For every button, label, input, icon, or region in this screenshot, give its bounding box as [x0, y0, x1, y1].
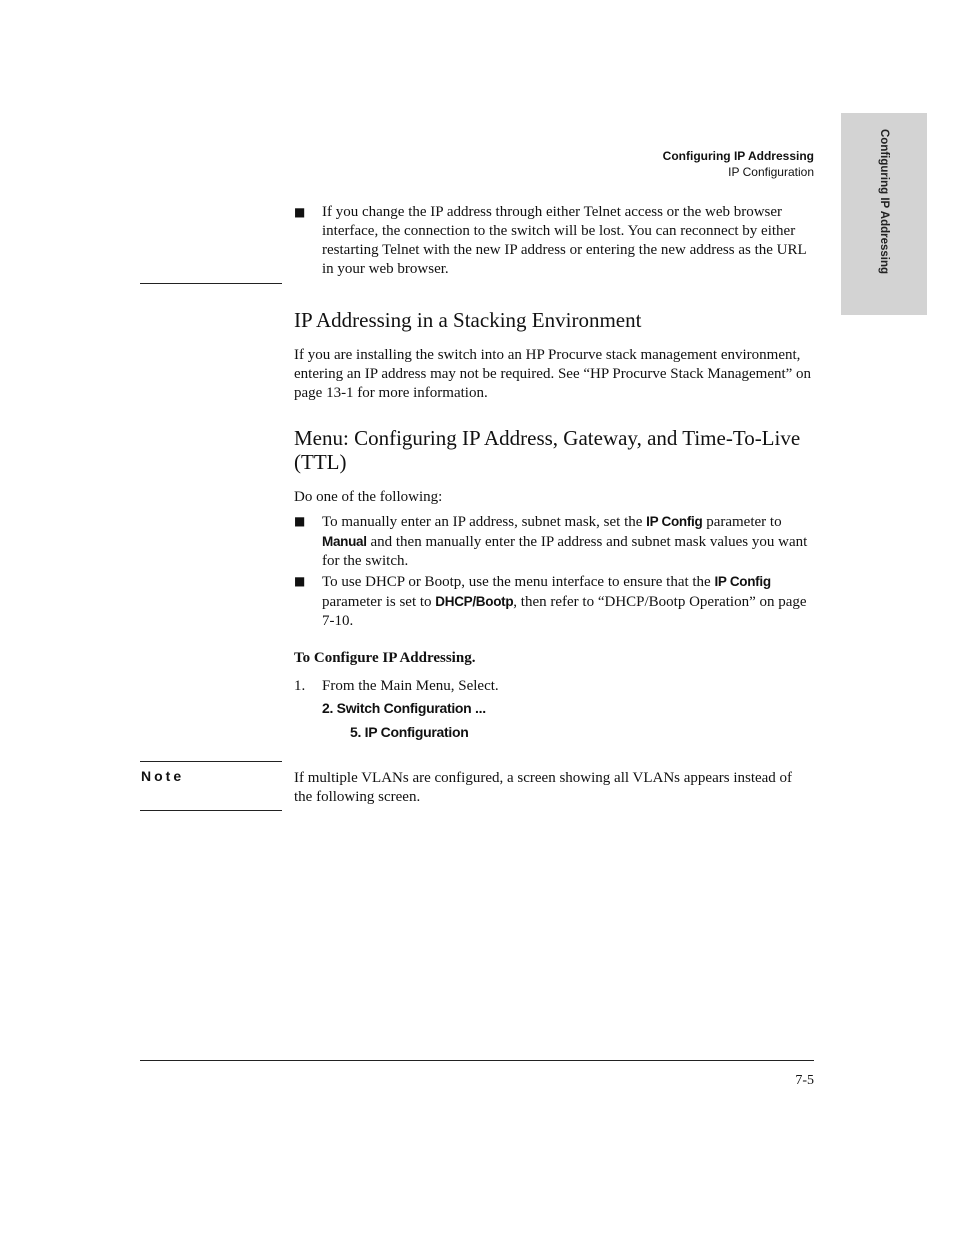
bullet-square-icon: ■	[294, 574, 306, 588]
step-item	[294, 677, 814, 696]
section-paragraph: If you are installing the switch into an HP Procurve stack management environment, entering an IP address may not be required. See “HP Procurve Stack Management” on page 13-1 for more information.	[294, 347, 812, 401]
note-label: Note	[141, 768, 185, 784]
step-number: 1.	[294, 678, 306, 694]
keyword: IP Config	[714, 574, 771, 589]
divider	[140, 810, 282, 811]
running-head-subtitle: IP Configuration	[728, 165, 814, 179]
bullet-item	[294, 572, 814, 631]
note-text: If multiple VLANs are configured, a screen showing all VLANs appears instead of the following screen.	[294, 770, 793, 805]
keyword: IP Config	[646, 514, 703, 529]
chapter-side-tab	[841, 113, 927, 315]
chapter-side-tab-label: Configuring IP Addressing	[878, 129, 890, 275]
bullet-square-icon: ■	[294, 205, 306, 219]
footer-rule	[140, 1060, 814, 1061]
menu-path-2: 5. IP Configuration	[350, 724, 469, 740]
divider	[140, 761, 282, 762]
running-head-title: Configuring IP Addressing	[662, 149, 814, 163]
menu-path-1: 2. Switch Configuration ...	[322, 700, 486, 716]
bullet-item	[294, 512, 814, 571]
section-heading: IP Addressing in a Stacking Environment	[294, 308, 642, 332]
running-head	[663, 148, 814, 180]
divider	[140, 283, 282, 284]
bullet-square-icon: ■	[294, 514, 306, 528]
bullet-text: To manually enter an IP address, subnet mask, set the IP Config parameter to Manual and then manually enter the IP address and subnet mask values you want for the switch.	[322, 514, 808, 569]
procedure-title: To Configure IP Addressing.	[294, 650, 476, 666]
section-heading: Menu: Configuring IP Address, Gateway, and Time-To-Live (TTL)	[294, 426, 801, 474]
page-number: 7-5	[795, 1073, 814, 1088]
bullet-text: If you change the IP address through either Telnet access or the web browser interface, the connection to the switch will be lost. You can reconnect by either restarting Telnet with the new IP address or entering the new address as the URL in your web browser.	[322, 204, 807, 277]
keyword: DHCP/Bootp	[435, 594, 514, 609]
bullet-item	[294, 203, 814, 279]
intro-paragraph: Do one of the following:	[294, 489, 443, 505]
bullet-text: To use DHCP or Bootp, use the menu interface to ensure that the IP Config parameter is set to DHCP/Bootp, then refer to “DHCP/Bootp Operation” on page 7-10.	[322, 574, 807, 629]
keyword: Manual	[322, 534, 367, 549]
step-text: From the Main Menu, Select.	[322, 678, 499, 694]
